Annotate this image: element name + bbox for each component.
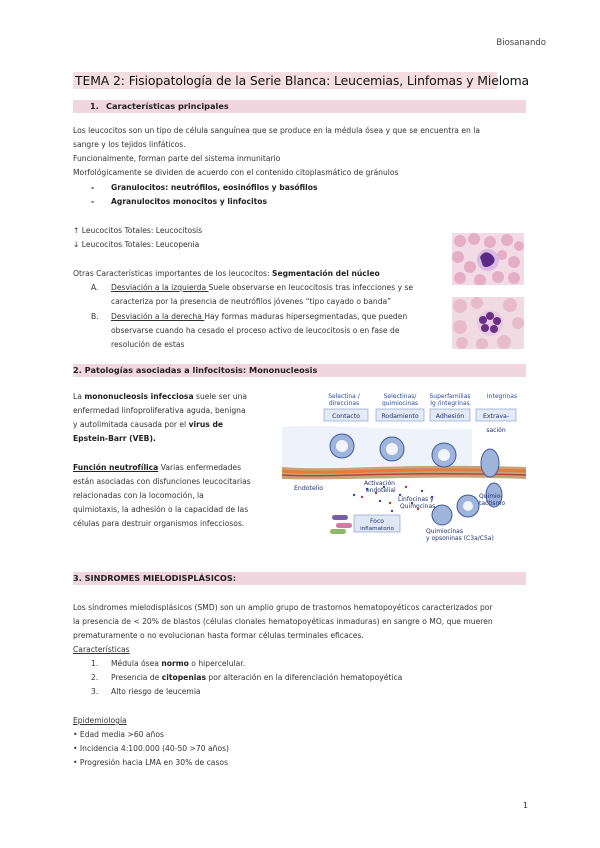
diagram-col1b: direccinas <box>328 400 360 407</box>
epidemiology-label: Epidemiología <box>73 716 127 725</box>
item-a <box>91 281 413 294</box>
item-b-text: Hay formas maduras hipersegmentadas, que pueden <box>204 312 408 321</box>
diagram-extravasacion-b: sación <box>486 427 506 434</box>
item-a-label: A. <box>91 283 99 292</box>
diagram-col4: Integrinas <box>486 393 518 400</box>
section-1-number: 1. <box>90 101 99 111</box>
brand-header: Biosanando <box>496 38 546 48</box>
function-title: Función neutrofílica <box>73 463 159 472</box>
paragraph-line: la presencia de < 20% de blastos (células clonales hematopoyéticas inmaduras) en sangre o MO, que mueren <box>73 617 493 626</box>
list-item-text: Agranulocitos monocitos y linfocitos <box>111 197 267 206</box>
item-b <box>91 310 407 323</box>
section-1-title: Características principales <box>106 101 229 111</box>
blood-smear-image-right-shift <box>452 297 524 349</box>
epidemiology-item: • Incidencia 4:100.000 (40-50 >70 años) <box>73 744 230 753</box>
paragraph-line: prematuramente o no evolucionan hasta formar células terminales eficaces. <box>73 631 364 640</box>
section-1-heading <box>73 100 526 113</box>
list-item-text: Granulocitos: neutrófilos, eosinófilos y basófilos <box>111 183 318 192</box>
other-prefix: Otras Características importantes de los leucocitos: <box>73 269 272 278</box>
diagram-linfocinas: Linfocinas y <box>398 496 434 503</box>
text-bold: mononucleosis infecciosa <box>84 392 194 401</box>
list-number: 1. <box>91 659 99 668</box>
diagram-endotelio: Endotelio <box>294 485 324 492</box>
paragraph-line: Funcionalmente, forman parte del sistema inmunitario <box>73 154 281 163</box>
text-run: suele ser una <box>193 392 248 401</box>
item-a-title: Desviación a la izquierda <box>111 283 209 292</box>
other-bold: Segmentación del núcleo <box>271 269 380 278</box>
section-3-heading: 3. SINDROMES MIELODISPLÁSICOS: <box>73 572 526 585</box>
text-run: o hipercelular. <box>188 659 246 668</box>
diagram-quimiocinas-op: Quimiocinas <box>426 528 463 535</box>
diagram-rodamiento: Rodamiento <box>381 413 419 420</box>
leukocyte-migration-diagram <box>272 383 526 546</box>
diagram-foco: Foco <box>370 518 384 525</box>
page-title: TEMA 2: Fisiopatología de la Serie Blanca: Leucemias, Linfomas y Mieloma <box>75 73 530 88</box>
text-run: Alto riesgo de leucemia <box>111 687 201 696</box>
diagram-quimio: Quimio- <box>479 493 503 500</box>
paragraph-line: sangre y los tejidos linfáticos. <box>73 140 186 149</box>
diagram-contacto: Contacto <box>332 413 360 420</box>
item-b-cont: resolución de estas <box>111 340 185 349</box>
page-number: 1 <box>522 801 528 810</box>
text-run: Varias enfermedades <box>158 463 242 472</box>
list-item: - Agranulocitos monocitos y linfocitos <box>91 197 267 206</box>
text-run: y autolimitada causada por el <box>73 420 189 429</box>
list-number: 3. <box>91 687 99 696</box>
other-characteristics <box>73 267 380 280</box>
diagram-tactismo: tactismo <box>479 500 505 507</box>
diagram-inflamatorio: inflamatorio <box>360 526 394 532</box>
list-item <box>91 671 402 684</box>
leucocitosis-line: ↑ Leucocitos Totales: Leucocitosis <box>73 226 203 235</box>
paragraph-line: quimiotaxis, la adhesión o la capacidad de las <box>73 505 249 514</box>
paragraph-line: Epstein-Barr (VEB). <box>73 434 156 443</box>
paragraph-line: enfermedad linfoproliferativa aguda, benigna <box>73 406 246 415</box>
item-a-text: Suele observarse en leucocitosis tras infecciones y se <box>208 283 414 292</box>
diagram-endotelial: endotelial <box>366 487 396 494</box>
characteristics-label: Características <box>73 645 130 654</box>
text-run: Médula ósea <box>111 659 162 668</box>
paragraph-line: Morfológicamente se dividen de acuerdo con el contenido citoplasmático de gránulos <box>73 168 399 177</box>
paragraph-line <box>73 390 247 403</box>
paragraph-line: relacionadas con la locomoción, la <box>73 491 204 500</box>
text-bold: virus de <box>188 420 224 429</box>
diagram-opsoninas: y opsoninas (C3a/C5a) <box>426 535 494 542</box>
diagram-extravasacion: Extrava- <box>482 413 510 420</box>
text-bold: normo <box>161 659 189 668</box>
list-number: 2. <box>91 673 99 682</box>
diagram-col3: Superfamilias <box>429 393 471 400</box>
paragraph-line <box>73 418 223 431</box>
text-bold: citopenias <box>161 673 206 682</box>
list-item <box>91 657 245 670</box>
paragraph-line: Los leucocitos son un tipo de célula sanguínea que se produce en la médula ósea y que se encuentra en la <box>73 126 481 135</box>
item-b-cont: observarse cuando ha cesado el proceso activo de leucocitosis o en fase de <box>111 326 400 335</box>
paragraph-line <box>73 461 241 474</box>
paragraph-line: están asociadas con disfunciones leucocitarias <box>73 477 251 486</box>
epidemiology-item: • Progresión hacia LMA en 30% de casos <box>73 758 229 767</box>
diagram-col2: Selectinas/ <box>383 393 417 400</box>
paragraph-line: Los síndromes mielodisplásicos (SMD) son un amplio grupo de trastornos hematopoyéticos caracterizados por <box>73 603 493 612</box>
diagram-quimiocinas: Quimocinas <box>400 503 436 510</box>
text-run: Presencia de <box>111 673 162 682</box>
diagram-adhesion: Adhesión <box>435 413 465 420</box>
diagram-col3b: Ig /integrinas <box>430 400 470 407</box>
item-b-title: Desviación a la derecha <box>111 312 205 321</box>
item-b-label: B. <box>91 312 99 321</box>
section-2-heading: 2. Patologías asociadas a linfocitosis: Mononucleosis <box>73 364 526 377</box>
epidemiology-item: • Edad media >60 años <box>73 730 164 739</box>
list-item: - Granulocitos: neutrófilos, eosinófilos y basófilos <box>91 183 318 192</box>
item-a-cont: caracteriza por la presencia de neutrófilos jóvenes “tipo cayado o banda” <box>111 297 392 306</box>
diagram-activacion: Activación <box>364 480 395 487</box>
paragraph-line: células para destruir organismos infecciosos. <box>73 519 245 528</box>
diagram-col1: Selectina / <box>328 393 360 400</box>
leucopenia-line: ↓ Leucocitos Totales: Leucopenia <box>73 240 200 249</box>
list-item <box>91 685 201 698</box>
blood-smear-image-left-shift <box>452 233 524 285</box>
diagram-col2b: quimiocinas <box>381 400 419 407</box>
text-run: por alteración en la diferenciación hematopoyética <box>205 673 403 682</box>
text-run: La <box>73 392 85 401</box>
